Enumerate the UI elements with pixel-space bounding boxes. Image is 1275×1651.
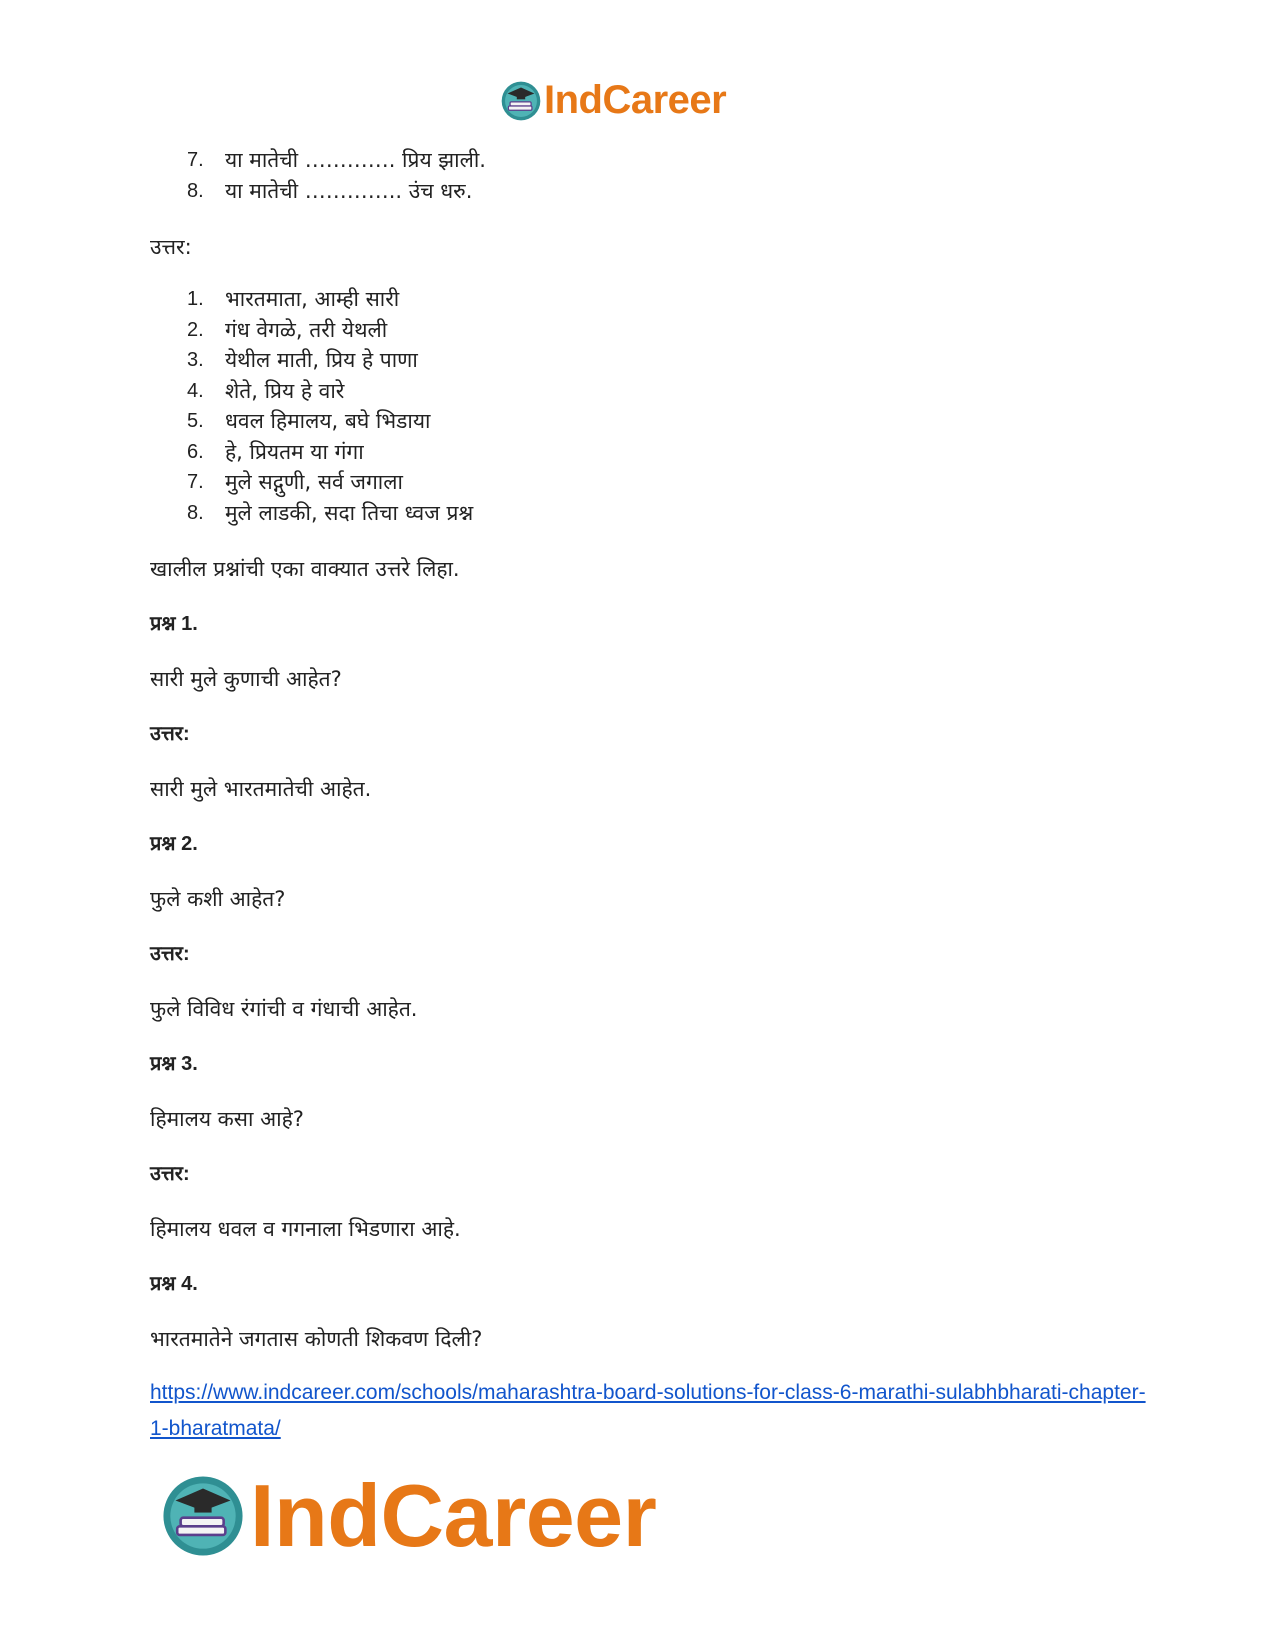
list-item: 6. हे, प्रियतम या गंगा [187,439,364,464]
list-item: 7. मुले सद्गुणी, सर्व जगाला [187,470,403,494]
logo-text: IndCareer [544,78,727,122]
list-item: 4. शेते, प्रिय हे वारे [187,378,345,403]
fill-blanks-list [150,145,1150,206]
document-body [150,145,1150,1379]
question-label: प्रश्न 3. [150,1053,198,1075]
question-text: हिमालय कसा आहे? [150,1107,304,1131]
header-logo [500,78,726,123]
question-text: भारतमातेने जगतास कोणती शिकवण दिली? [150,1327,483,1351]
question-text: फुले कशी आहेत? [150,887,286,911]
answer-label: उत्तर: [150,943,190,965]
answer-label: उत्तर: [150,723,190,745]
graduation-book-icon [500,80,542,122]
question-label: प्रश्न 1. [150,613,198,635]
instruction-text: खालील प्रश्नांची एका वाक्यात उत्तरे लिहा. [150,557,460,581]
list-item: 3. येथील माती, प्रिय हे पाणा [187,348,418,372]
answer-heading: उत्तर: [150,235,192,259]
answer-text: सारी मुले भारतमातेची आहेत. [150,777,372,801]
answer-text: हिमालय धवल व गगनाला भिडणारा आहे. [150,1217,461,1241]
question-text: सारी मुले कुणाची आहेत? [150,667,342,691]
question-label: प्रश्न 4. [150,1273,198,1295]
answers-list [150,284,1150,528]
question-label: प्रश्न 2. [150,833,198,855]
answer-text: फुले विविध रंगांची व गंधाची आहेत. [150,997,418,1021]
answer-label: उत्तर: [150,1163,190,1185]
list-item: 5. धवल हिमालय, बघे भिडाया [187,409,431,433]
list-item: 7. या मातेची …………. प्रिय झाली. [187,148,486,172]
graduation-book-icon [160,1473,246,1559]
logo-text: IndCareer [250,1466,657,1565]
list-item: 8. या मातेची ………….. उंच धरु. [187,178,473,203]
list-item: 8. मुले लाडकी, सदा तिचा ध्वज प्रश्न [187,500,474,525]
list-item: 1. भारतमाता, आम्ही सारी [187,287,400,311]
footer-logo [160,1465,656,1567]
source-link[interactable]: https://www.indcareer.com/schools/maharashtra-board-solutions-for-class-6-marathi-sulabhbharati-chapter-1-bharatmata/ [150,1381,1146,1440]
list-item: 2. गंध वेगळे, तरी येथली [187,317,388,342]
